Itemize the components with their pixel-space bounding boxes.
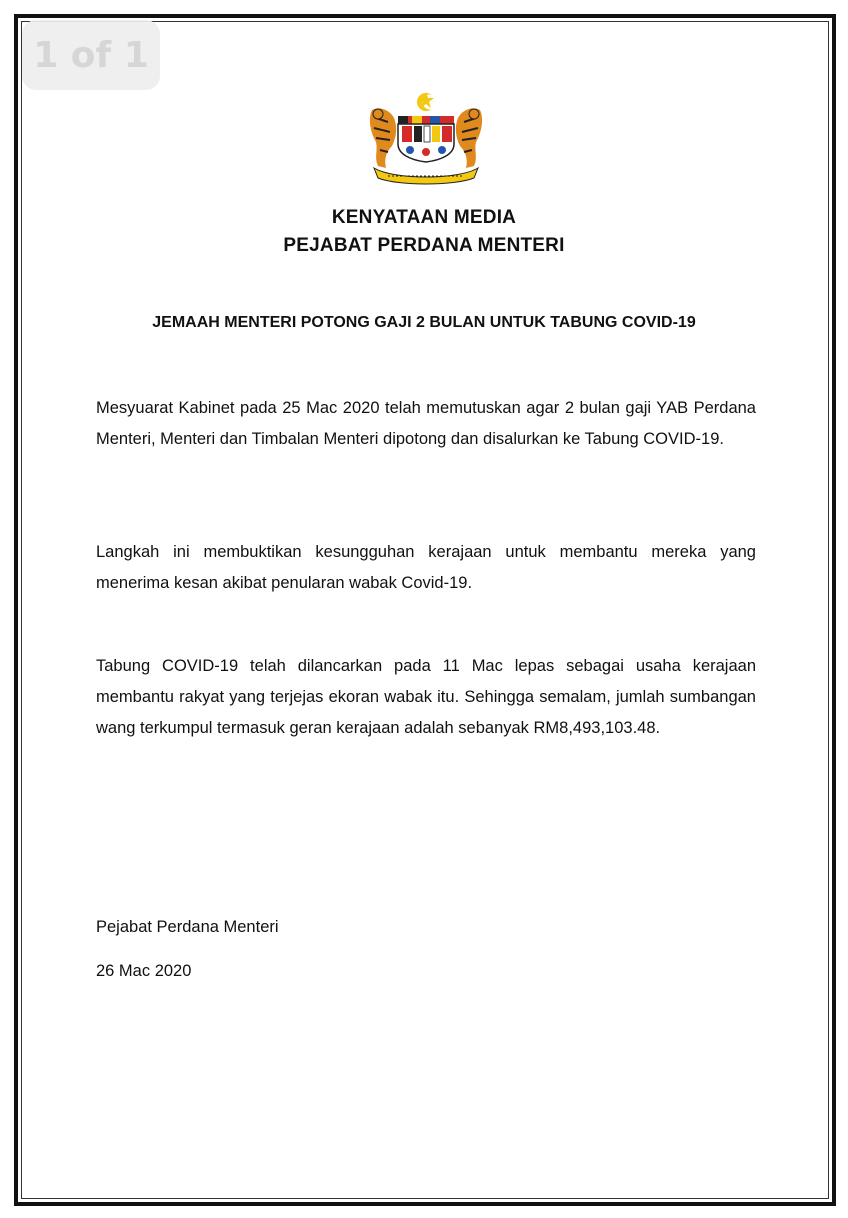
title-line-2: PEJABAT PERDANA MENTERI [283, 235, 565, 256]
signature-date: 26 Mac 2020 [96, 962, 192, 980]
title-line-1: KENYATAAN MEDIA [331, 207, 517, 228]
paragraph-2: Langkah ini membuktikan kesungguhan kerajaan untuk membantu mereka yang menerima kesan akibat penularan wabak Covid-19. [96, 543, 756, 592]
document-frame-inner [21, 21, 829, 1199]
signature-office: Pejabat Perdana Menteri [96, 918, 279, 936]
paragraph-1: Mesyuarat Kabinet pada 25 Mac 2020 telah memutuskan agar 2 bulan gaji YAB Perdana Menteri, Menteri dan Timbalan Menteri dipotong dan disalurkan ke Tabung COVID-19. [96, 399, 756, 448]
paragraph-3: Tabung COVID-19 telah dilancarkan pada 11 Mac lepas sebagai usaha kerajaan membantu rakyat yang terjejas ekoran wabak itu. Sehingga semalam, jumlah sumbangan wang terkumpul termasuk geran kerajaan adalah sebanyak RM8,493,103.48. [96, 657, 756, 737]
page-indicator: 1 of 1 [22, 20, 160, 90]
document-frame-outer [14, 14, 836, 1206]
press-headline: JEMAAH MENTERI POTONG GAJI 2 BULAN UNTUK TABUNG COVID-19 [152, 314, 696, 331]
coat-of-arms-icon [364, 88, 488, 186]
